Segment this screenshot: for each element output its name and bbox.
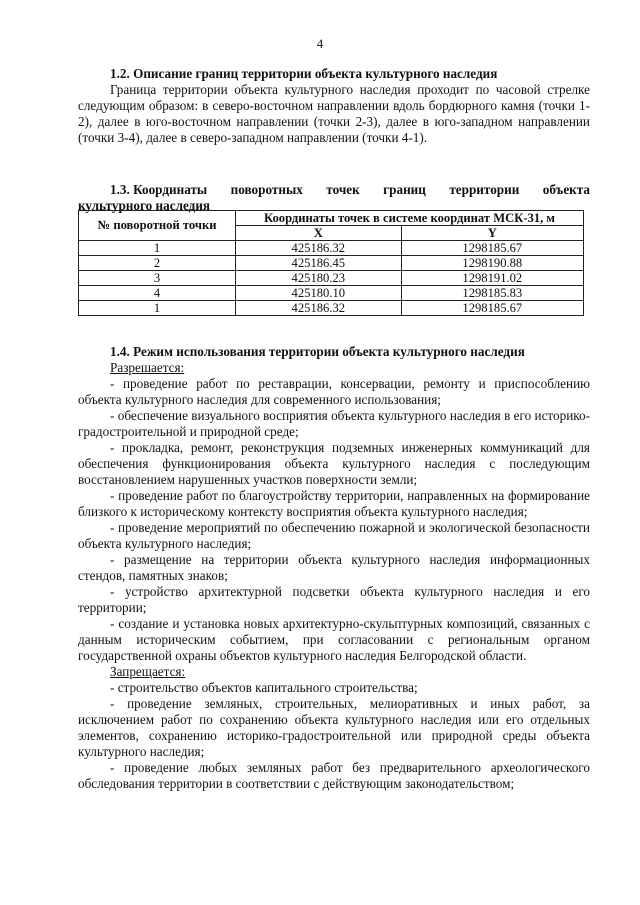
table-row xyxy=(79,286,584,301)
section-1-2-text: Граница территории объекта культурного наследия проходит по часовой стрелке следующим образом: в северо-восточном направлении вдоль бордюрного камня (точки 1-2), далее в юго-восточном направлении (точки 2-3), далее в юго-западном направлении (точки 3-4), далее в северо-западном направлении (точки 4-1). xyxy=(78,82,590,145)
table-row xyxy=(79,256,584,271)
allowed-item: - проведение работ по реставрации, консервации, ремонту и приспособлению объекта культурного наследия для современного использования; xyxy=(78,376,590,407)
y-coordinate: 1298185.83 xyxy=(401,286,583,301)
allowed-label: Разрешается: xyxy=(110,360,185,375)
heading-word: объекта xyxy=(542,182,590,197)
x-coordinate: 425180.10 xyxy=(236,286,402,301)
x-coordinate: 425186.32 xyxy=(236,301,402,316)
forbidden-item: - проведение любых земляных работ без предварительного археологического обследования территории в соответствии с действующим законодательством; xyxy=(78,760,590,791)
forbidden-item: - проведение земляных, строительных, мелиоративных и иных работ, за исключением работ по сохранению объекта культурного наследия или его отдельных элементов, сохранению историко-градостроительной или природной среды объекта культурного наследия; xyxy=(78,696,590,759)
heading-word: 1.3. Координаты xyxy=(110,182,208,197)
point-number: 1 xyxy=(79,301,236,316)
x-coordinate: 425186.45 xyxy=(236,256,402,271)
heading-word: поворотных xyxy=(230,182,303,197)
allowed-item: - проведение работ по благоустройству территории, направленных на формирование близкого к историческому контексту восприятия объекта культурного наследия; xyxy=(78,488,590,519)
section-boundary-description xyxy=(78,66,590,146)
allowed-item: - прокладка, ремонт, реконструкция подземных инженерных коммуникаций для обеспечения функционирования объекта культурного наследия с последующим восстановлением нарушенных участков поверхности земли; xyxy=(78,440,590,487)
page-number: 4 xyxy=(316,36,324,51)
point-number: 3 xyxy=(79,271,236,286)
coordinates-table xyxy=(78,210,584,316)
section-1-3-heading-line2: культурного наследия xyxy=(78,198,211,213)
coordinates-system-header: Координаты точек в системе координат МСК-31, м xyxy=(236,211,584,226)
table-row xyxy=(79,241,584,256)
allowed-item: - устройство архитектурной подсветки объекта культурного наследия и его территории; xyxy=(78,584,590,615)
forbidden-item: - строительство объектов капитального строительства; xyxy=(110,680,418,695)
section-usage-regime xyxy=(78,344,590,792)
allowed-item: - обеспечение визуального восприятия объекта культурного наследия в его историко-градостроительной и природной среде; xyxy=(78,408,590,439)
section-1-2-heading: 1.2. Описание границ территории объекта культурного наследия xyxy=(110,66,498,81)
point-number: 4 xyxy=(79,286,236,301)
section-1-4-heading: 1.4. Режим использования территории объекта культурного наследия xyxy=(110,344,525,359)
section-1-3-heading-line1 xyxy=(78,182,590,198)
y-coordinate: 1298185.67 xyxy=(401,301,583,316)
x-coordinate: 425180.23 xyxy=(236,271,402,286)
table-row xyxy=(79,271,584,286)
allowed-item: - проведение мероприятий по обеспечению пожарной и экологической безопасности объекта культурного наследия; xyxy=(78,520,590,551)
point-number: 1 xyxy=(79,241,236,256)
x-header: X xyxy=(236,226,402,241)
x-coordinate: 425186.32 xyxy=(236,241,402,256)
heading-word: территории xyxy=(449,182,520,197)
y-coordinate: 1298191.02 xyxy=(401,271,583,286)
table-row xyxy=(79,301,584,316)
allowed-item: - размещение на территории объекта культурного наследия информационных стендов, памятных знаков; xyxy=(78,552,590,583)
heading-word: границ xyxy=(383,182,426,197)
table-header-row xyxy=(79,211,584,226)
heading-word: точек xyxy=(326,182,360,197)
allowed-item: - создание и установка новых архитектурно-скульптурных композиций, связанных с данным историческим событием, при согласовании с региональным органом государственной охраны объектов культурного наследия Белгородской области. xyxy=(78,616,590,663)
y-coordinate: 1298185.67 xyxy=(401,241,583,256)
y-coordinate: 1298190.88 xyxy=(401,256,583,271)
point-number-header: № поворотной точки xyxy=(79,211,236,241)
point-number: 2 xyxy=(79,256,236,271)
forbidden-label: Запрещается: xyxy=(110,664,186,679)
y-header: Y xyxy=(401,226,583,241)
